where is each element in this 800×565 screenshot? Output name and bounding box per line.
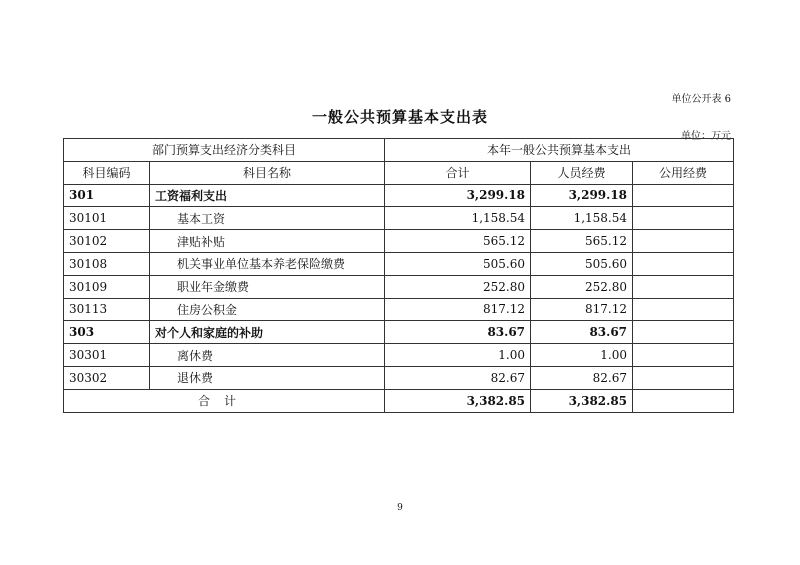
row-total: 1,158.54	[385, 207, 531, 230]
group-header-budget: 本年一般公共预算基本支出	[385, 139, 734, 162]
row-personnel: 817.12	[531, 298, 633, 321]
page-number: 9	[397, 503, 403, 513]
row-name: 职业年金缴费	[150, 275, 385, 298]
row-name: 工资福利支出	[150, 184, 385, 207]
row-total: 3,299.18	[385, 184, 531, 207]
table-row	[64, 298, 734, 321]
row-public	[633, 184, 734, 207]
total-label: 合计	[198, 394, 251, 409]
row-total: 565.12	[385, 230, 531, 253]
total-public	[633, 389, 734, 412]
row-name: 基本工资	[150, 207, 385, 230]
row-name: 机关事业单位基本养老保险缴费	[150, 252, 385, 275]
total-sum: 3,382.85	[385, 389, 531, 412]
column-header-public: 公用经费	[633, 161, 734, 184]
row-code: 30109	[64, 275, 150, 298]
row-personnel: 83.67	[531, 321, 633, 344]
table-row	[64, 344, 734, 367]
row-code: 301	[64, 184, 150, 207]
total-label-cell	[64, 389, 385, 412]
column-header-name: 科目名称	[150, 161, 385, 184]
row-code: 30101	[64, 207, 150, 230]
table-row	[64, 230, 734, 253]
row-personnel: 252.80	[531, 275, 633, 298]
row-name: 津贴补贴	[150, 230, 385, 253]
table-row	[64, 207, 734, 230]
row-public	[633, 207, 734, 230]
total-personnel: 3,382.85	[531, 389, 633, 412]
row-code: 303	[64, 321, 150, 344]
table-row	[64, 184, 734, 207]
row-personnel: 3,299.18	[531, 184, 633, 207]
row-total: 505.60	[385, 252, 531, 275]
row-code: 30113	[64, 298, 150, 321]
total-row	[64, 389, 734, 412]
unit-label: 单位：万元	[681, 131, 731, 142]
row-personnel: 505.60	[531, 252, 633, 275]
column-header-row	[64, 161, 734, 184]
row-total: 83.67	[385, 321, 531, 344]
row-code: 30301	[64, 344, 150, 367]
row-total: 252.80	[385, 275, 531, 298]
row-public	[633, 344, 734, 367]
row-public	[633, 298, 734, 321]
column-header-total: 合计	[385, 161, 531, 184]
row-personnel: 1,158.54	[531, 207, 633, 230]
row-public	[633, 252, 734, 275]
row-total: 82.67	[385, 366, 531, 389]
column-header-code: 科目编码	[64, 161, 150, 184]
row-total: 817.12	[385, 298, 531, 321]
row-name: 对个人和家庭的补助	[150, 321, 385, 344]
table-row	[64, 366, 734, 389]
row-name: 住房公积金	[150, 298, 385, 321]
row-public	[633, 366, 734, 389]
row-public	[633, 321, 734, 344]
budget-table	[63, 138, 734, 413]
row-public	[633, 230, 734, 253]
row-personnel: 565.12	[531, 230, 633, 253]
document-title: 一般公共预算基本支出表	[311, 108, 488, 126]
row-code: 30102	[64, 230, 150, 253]
column-header-personnel: 人员经费	[531, 161, 633, 184]
row-public	[633, 275, 734, 298]
row-personnel: 1.00	[531, 344, 633, 367]
row-code: 30108	[64, 252, 150, 275]
table-row	[64, 321, 734, 344]
table-number: 单位公开表 6	[671, 94, 731, 105]
group-header-classification: 部门预算支出经济分类科目	[64, 139, 385, 162]
table-row	[64, 252, 734, 275]
row-total: 1.00	[385, 344, 531, 367]
table-row	[64, 275, 734, 298]
group-header-row	[64, 139, 734, 162]
row-name: 离休费	[150, 344, 385, 367]
row-personnel: 82.67	[531, 366, 633, 389]
row-code: 30302	[64, 366, 150, 389]
row-name: 退休费	[150, 366, 385, 389]
